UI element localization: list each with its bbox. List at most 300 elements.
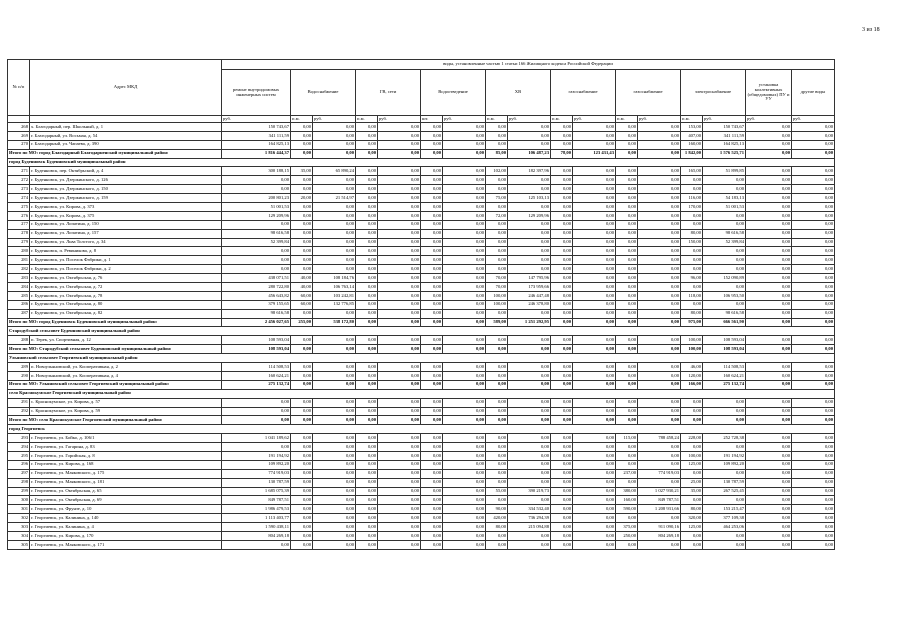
row-value: 0,00 xyxy=(291,238,313,247)
row-total-cost: 108 593,04 xyxy=(222,336,291,345)
row-value: 160,00 xyxy=(616,496,638,505)
row-value: 0,00 xyxy=(443,407,486,416)
row-value: 0,00 xyxy=(792,443,835,452)
row-address: г. Георгиевск, ул. Маяковского, д. 181 xyxy=(30,478,222,487)
table-row xyxy=(8,176,835,185)
row-value: 0,00 xyxy=(486,123,508,132)
row-value: 0,00 xyxy=(508,336,551,345)
row-value: 0,00 xyxy=(638,451,681,460)
row-value: 0,00 xyxy=(421,229,443,238)
row-value: 0,00 xyxy=(378,283,421,292)
row-value: 0,00 xyxy=(356,211,378,220)
row-value: 0,00 xyxy=(551,167,573,176)
row-value: 0,00 xyxy=(551,531,573,540)
header-group-title: виды, установленные частью 1 статьи 166 Жилищного кодекса Российской Федерации xyxy=(222,60,835,70)
row-value: 0,00 xyxy=(356,460,378,469)
row-value: 0,00 xyxy=(313,345,356,354)
row-value: 0,00 xyxy=(378,274,421,283)
table-row xyxy=(8,211,835,220)
row-value: 0,00 xyxy=(638,291,681,300)
row-value: 85,00 xyxy=(486,149,508,158)
row-value: 0,00 xyxy=(421,211,443,220)
row-value: 0,00 xyxy=(486,176,508,185)
row-value: 0,00 xyxy=(508,140,551,149)
subtotal-label: Итого по МО: город Буденновск Буденновский муниципальный район: xyxy=(8,318,222,327)
row-value: 0,00 xyxy=(421,434,443,443)
row-value: 0,00 xyxy=(638,229,681,238)
row-value: 0,00 xyxy=(792,291,835,300)
row-total-cost: 0,00 xyxy=(222,265,291,274)
table-row xyxy=(8,443,835,452)
row-total-cost: 51 001,53 xyxy=(222,203,291,212)
row-value: 0,00 xyxy=(356,398,378,407)
table-row xyxy=(8,505,835,514)
row-value: 0,00 xyxy=(313,496,356,505)
row-value: 0,00 xyxy=(356,496,378,505)
row-value: 0,00 xyxy=(703,443,746,452)
row-value: 0,00 xyxy=(291,407,313,416)
row-value: 0,00 xyxy=(616,443,638,452)
row-value: 0,00 xyxy=(638,185,681,194)
row-value: 0,00 xyxy=(746,478,792,487)
row-address: с. Краснокумское, ул. Кирова, д. 57 xyxy=(30,398,222,407)
row-total-cost: 774 919,03 xyxy=(222,469,291,478)
row-value: 0,00 xyxy=(486,229,508,238)
row-value: 125,00 xyxy=(681,460,703,469)
row-value: 0,00 xyxy=(486,371,508,380)
row-value: 0,00 xyxy=(746,318,792,327)
row-value: 0,00 xyxy=(421,531,443,540)
row-value: 0,00 xyxy=(746,434,792,443)
row-value: 0,00 xyxy=(792,523,835,532)
row-value: 0,00 xyxy=(378,451,421,460)
row-value: 0,00 xyxy=(356,505,378,514)
row-value: 0,00 xyxy=(638,540,681,549)
row-value: 0,00 xyxy=(638,149,681,158)
row-value: 0,00 xyxy=(638,460,681,469)
row-value: 0,00 xyxy=(573,540,616,549)
row-value: 0,00 xyxy=(746,149,792,158)
row-value: 0,00 xyxy=(792,469,835,478)
row-value: 0,00 xyxy=(421,309,443,318)
row-value: 0,00 xyxy=(291,256,313,265)
row-value: 0,00 xyxy=(443,229,486,238)
row-value: 0,00 xyxy=(551,291,573,300)
row-address: г. Буденновск, ул. Кирова, д. 375 xyxy=(30,211,222,220)
row-value: 0,00 xyxy=(551,407,573,416)
row-value: 0,00 xyxy=(573,167,616,176)
row-value: 0,00 xyxy=(421,514,443,523)
row-number: 280 xyxy=(8,247,30,256)
unit-label: п.м. xyxy=(486,116,508,123)
row-number: 284 xyxy=(8,283,30,292)
row-total-cost: 379 155,65 xyxy=(222,300,291,309)
section-header-row xyxy=(8,389,835,398)
row-value: 0,00 xyxy=(746,247,792,256)
row-value: 0,00 xyxy=(508,265,551,274)
row-value: 0,00 xyxy=(703,407,746,416)
row-value: 0,00 xyxy=(313,478,356,487)
row-value: 0,00 xyxy=(508,220,551,229)
row-value: 0,00 xyxy=(746,407,792,416)
row-value: 0,00 xyxy=(356,363,378,372)
row-value: 0,00 xyxy=(792,345,835,354)
row-value: 0,00 xyxy=(486,131,508,140)
row-value: 0,00 xyxy=(746,140,792,149)
row-value: 420,00 xyxy=(486,514,508,523)
row-value: 0,00 xyxy=(638,398,681,407)
row-value: 0,00 xyxy=(356,371,378,380)
row-number: 277 xyxy=(8,220,30,229)
row-value: 0,00 xyxy=(508,363,551,372)
row-value: 0,00 xyxy=(551,523,573,532)
row-value: 0,00 xyxy=(573,407,616,416)
row-value: 0,00 xyxy=(378,123,421,132)
row-value: 0,00 xyxy=(356,487,378,496)
row-value: 228,00 xyxy=(681,434,703,443)
row-value: 0,00 xyxy=(551,487,573,496)
row-value: 0,00 xyxy=(681,531,703,540)
row-value: 0,00 xyxy=(746,185,792,194)
row-value: 0,00 xyxy=(421,345,443,354)
row-value: 0,00 xyxy=(551,514,573,523)
row-value: 152 090,89 xyxy=(703,274,746,283)
row-value: 0,00 xyxy=(313,451,356,460)
unit-label: руб. xyxy=(703,116,746,123)
row-address: с. Краснокумское, ул. Кирова, д. 59 xyxy=(30,407,222,416)
row-value: 666 561,90 xyxy=(703,318,746,327)
row-value: 0,00 xyxy=(486,185,508,194)
row-value: 0,00 xyxy=(443,487,486,496)
row-value: 0,00 xyxy=(508,478,551,487)
row-address: г. Буденновск, ул. Октябрьская, д. 76 xyxy=(30,274,222,283)
row-value: 0,00 xyxy=(291,434,313,443)
row-total-cost: 160 624,21 xyxy=(222,371,291,380)
row-value: 0,00 xyxy=(551,478,573,487)
row-address: г. Буденновск, ул. Октябрьская, д. 78 xyxy=(30,291,222,300)
row-value: 0,00 xyxy=(486,140,508,149)
row-value: 0,00 xyxy=(378,460,421,469)
row-value: 0,00 xyxy=(421,478,443,487)
row-value: 0,00 xyxy=(291,140,313,149)
table-row xyxy=(8,229,835,238)
row-value: 0,00 xyxy=(421,149,443,158)
row-value: 0,00 xyxy=(573,176,616,185)
row-value: 0,00 xyxy=(746,194,792,203)
row-number: 294 xyxy=(8,443,30,452)
unit-label: руб. xyxy=(573,116,616,123)
row-value: 0,00 xyxy=(746,265,792,274)
row-value: 78,00 xyxy=(551,149,573,158)
row-value: 0,00 xyxy=(508,540,551,549)
row-address: г. Буденновск, ул. Поселок Фабрики, д. 2 xyxy=(30,265,222,274)
row-value: 0,00 xyxy=(313,523,356,532)
row-value: 0,00 xyxy=(703,265,746,274)
row-address: г. Георгиевск, ул. Калинина, д. 140 xyxy=(30,514,222,523)
row-value: 0,00 xyxy=(486,460,508,469)
row-value: 0,00 xyxy=(746,229,792,238)
row-value: 0,00 xyxy=(573,434,616,443)
row-value: 0,00 xyxy=(313,336,356,345)
row-value: 0,00 xyxy=(573,203,616,212)
row-value: 0,00 xyxy=(356,407,378,416)
row-value: 0,00 xyxy=(792,247,835,256)
row-value: 0,00 xyxy=(551,220,573,229)
row-address: г. Буденновск, ул. Поселок Фабрики, д. 1 xyxy=(30,256,222,265)
row-value: 0,00 xyxy=(792,434,835,443)
row-value: 0,00 xyxy=(313,460,356,469)
row-value: 0,00 xyxy=(356,176,378,185)
row-address: г. Буденновск, пер. Октябрьский, д. 4 xyxy=(30,167,222,176)
row-value: 0,00 xyxy=(792,496,835,505)
row-value: 0,00 xyxy=(378,523,421,532)
header-work: Водоснабжение xyxy=(291,70,356,116)
row-value: 0,00 xyxy=(551,123,573,132)
table-row xyxy=(8,300,835,309)
row-value: 0,00 xyxy=(421,398,443,407)
row-value: 0,00 xyxy=(792,140,835,149)
row-value: 0,00 xyxy=(616,256,638,265)
table-row xyxy=(8,247,835,256)
row-value: 0,00 xyxy=(551,460,573,469)
row-number: 301 xyxy=(8,505,30,514)
unit-label: руб. xyxy=(746,116,792,123)
table-row xyxy=(8,487,835,496)
row-value: 0,00 xyxy=(638,336,681,345)
row-value: 0,00 xyxy=(551,318,573,327)
row-value: 0,00 xyxy=(573,300,616,309)
row-value: 0,00 xyxy=(638,211,681,220)
row-value: 0,00 xyxy=(508,434,551,443)
row-value: 0,00 xyxy=(792,487,835,496)
row-value: 0,00 xyxy=(573,380,616,389)
row-value: 407,00 xyxy=(681,131,703,140)
row-value: 0,00 xyxy=(443,443,486,452)
row-value: 0,00 xyxy=(378,336,421,345)
row-address: п. Новоульяновский, ул. Кооперативная, д. 4 xyxy=(30,371,222,380)
row-value: 0,00 xyxy=(443,469,486,478)
row-value: 0,00 xyxy=(638,309,681,318)
row-value: 0,00 xyxy=(486,407,508,416)
table-row xyxy=(8,460,835,469)
row-number: 271 xyxy=(8,167,30,176)
subtotal-row xyxy=(8,318,835,327)
row-value: 0,00 xyxy=(378,238,421,247)
row-value: 0,00 xyxy=(703,283,746,292)
row-value: 390 219,73 xyxy=(508,487,551,496)
section-title: город Георгиевск xyxy=(8,425,835,434)
row-number: 283 xyxy=(8,274,30,283)
row-value: 0,00 xyxy=(356,478,378,487)
row-value: 0,00 xyxy=(356,309,378,318)
row-value: 1 208 931,66 xyxy=(638,505,681,514)
row-value: 0,00 xyxy=(551,247,573,256)
row-value: 0,00 xyxy=(746,211,792,220)
row-value: 0,00 xyxy=(792,363,835,372)
row-number: 293 xyxy=(8,434,30,443)
row-value: 1 251 292,95 xyxy=(508,318,551,327)
row-value: 0,00 xyxy=(313,371,356,380)
row-address: г. Георгиевск, ул. Кирова, д. 168 xyxy=(30,460,222,469)
row-value: 0,00 xyxy=(638,123,681,132)
row-number: 291 xyxy=(8,398,30,407)
row-value: 0,00 xyxy=(443,131,486,140)
row-value: 0,00 xyxy=(551,363,573,372)
row-total-cost: 849 787,51 xyxy=(222,496,291,505)
row-value: 0,00 xyxy=(313,211,356,220)
row-value: 0,00 xyxy=(573,416,616,425)
row-value: 0,00 xyxy=(792,318,835,327)
row-value: 0,00 xyxy=(378,300,421,309)
row-value: 0,00 xyxy=(573,460,616,469)
row-value: 320,00 xyxy=(681,514,703,523)
row-address: г. Буденновск, ул. Лопатина, д. 150 xyxy=(30,220,222,229)
table-row xyxy=(8,123,835,132)
row-value: 215 094,88 xyxy=(508,523,551,532)
row-value: 0,00 xyxy=(378,380,421,389)
row-value: 788 458,24 xyxy=(638,434,681,443)
page-number: 3 из 18 xyxy=(862,27,880,33)
row-value: 0,00 xyxy=(573,443,616,452)
row-address: г. Георгиевск, ул. Кирова, д. 170 xyxy=(30,531,222,540)
row-value: 153,00 xyxy=(681,123,703,132)
unit-label: п.м. xyxy=(291,116,313,123)
table-row xyxy=(8,531,835,540)
row-value: 0,00 xyxy=(638,363,681,372)
row-value: 0,00 xyxy=(421,380,443,389)
table-row xyxy=(8,469,835,478)
row-value: 0,00 xyxy=(291,309,313,318)
row-value: 0,00 xyxy=(551,398,573,407)
row-value: 0,00 xyxy=(291,131,313,140)
row-value: 0,00 xyxy=(792,229,835,238)
row-value: 125 103,13 xyxy=(508,194,551,203)
row-value: 0,00 xyxy=(313,416,356,425)
row-value: 0,00 xyxy=(638,131,681,140)
row-address: г. Георгиевск, ул. Калинина, д. 4 xyxy=(30,523,222,532)
row-value: 0,00 xyxy=(378,363,421,372)
row-address: г. Буденновск, ул. Дзержинского, д. 126 xyxy=(30,176,222,185)
row-value: 0,00 xyxy=(746,443,792,452)
row-value: 0,00 xyxy=(508,309,551,318)
row-value: 0,00 xyxy=(681,247,703,256)
row-value: 0,00 xyxy=(378,345,421,354)
row-value: 0,00 xyxy=(616,149,638,158)
row-value: 0,00 xyxy=(291,496,313,505)
row-value: 0,00 xyxy=(378,434,421,443)
row-value: 100,00 xyxy=(681,345,703,354)
table-row xyxy=(8,256,835,265)
row-value: 0,00 xyxy=(551,131,573,140)
row-value: 0,00 xyxy=(573,238,616,247)
row-value: 538 172,80 xyxy=(313,318,356,327)
row-value: 0,00 xyxy=(378,531,421,540)
row-number: 268 xyxy=(8,123,30,132)
row-value: 0,00 xyxy=(291,336,313,345)
row-value: 0,00 xyxy=(313,505,356,514)
table-row xyxy=(8,291,835,300)
row-value: 51 899,85 xyxy=(703,167,746,176)
row-number: 300 xyxy=(8,496,30,505)
row-value: 120,00 xyxy=(681,371,703,380)
row-value: 0,00 xyxy=(638,140,681,149)
row-value: 0,00 xyxy=(378,371,421,380)
row-value: 0,00 xyxy=(746,309,792,318)
row-value: 0,00 xyxy=(313,238,356,247)
row-value: 0,00 xyxy=(356,194,378,203)
row-address: г. Георгиевск, ул. Фрунзе, д. 10 xyxy=(30,505,222,514)
row-address: г. Буденновск, ул. Октябрьская, д. 80 xyxy=(30,300,222,309)
row-value: 0,00 xyxy=(443,380,486,389)
row-value: 975,00 xyxy=(681,318,703,327)
row-total-cost: 1 113 403,77 xyxy=(222,514,291,523)
row-value: 0,00 xyxy=(703,256,746,265)
row-value: 0,00 xyxy=(792,309,835,318)
row-value: 0,00 xyxy=(792,149,835,158)
row-value: 0,00 xyxy=(573,345,616,354)
row-value: 0,00 xyxy=(616,167,638,176)
row-value: 0,00 xyxy=(508,371,551,380)
row-value: 0,00 xyxy=(291,540,313,549)
row-value: 0,00 xyxy=(551,140,573,149)
section-header-row xyxy=(8,354,835,363)
unit-label: руб. xyxy=(222,116,291,123)
row-value: 0,00 xyxy=(638,203,681,212)
row-value: 0,00 xyxy=(486,451,508,460)
row-value: 106 763,14 xyxy=(313,283,356,292)
section-header-row xyxy=(8,327,835,336)
row-value: 0,00 xyxy=(443,309,486,318)
row-value: 0,00 xyxy=(356,523,378,532)
row-value: 182 397,96 xyxy=(508,167,551,176)
unit-label: руб. xyxy=(638,116,681,123)
row-value: 0,00 xyxy=(681,416,703,425)
row-value: 0,00 xyxy=(638,194,681,203)
row-value: 0,00 xyxy=(616,274,638,283)
row-value: 0,00 xyxy=(356,345,378,354)
row-value: 0,00 xyxy=(313,380,356,389)
row-total-cost: 0,00 xyxy=(222,443,291,452)
row-value: 173 959,66 xyxy=(508,283,551,292)
row-value: 0,00 xyxy=(291,211,313,220)
row-value: 0,00 xyxy=(573,131,616,140)
table-row xyxy=(8,371,835,380)
row-value: 334 532,40 xyxy=(508,505,551,514)
row-value: 0,00 xyxy=(443,523,486,532)
row-number: 303 xyxy=(8,523,30,532)
row-address: г. Буденновск, ул. Льва Толстого, д. 34 xyxy=(30,238,222,247)
row-value: 0,00 xyxy=(443,478,486,487)
table-row xyxy=(8,434,835,443)
row-value: 0,00 xyxy=(573,220,616,229)
row-value: 0,00 xyxy=(551,469,573,478)
row-address: г. Буденновск, ул. Дзержинского, д. 159 xyxy=(30,194,222,203)
row-value: 0,00 xyxy=(703,469,746,478)
row-value: 0,00 xyxy=(378,131,421,140)
row-value: 1 027 930,21 xyxy=(638,487,681,496)
row-address: г. Георгиевск, ул. Октябрьская, д. 65 xyxy=(30,487,222,496)
row-value: 0,00 xyxy=(681,176,703,185)
row-value: 267 525,45 xyxy=(703,487,746,496)
row-value: 0,00 xyxy=(291,531,313,540)
row-total-cost: 98 616,58 xyxy=(222,229,291,238)
row-number: 275 xyxy=(8,203,30,212)
row-value: 0,00 xyxy=(356,185,378,194)
row-value: 0,00 xyxy=(486,469,508,478)
row-value: 0,00 xyxy=(703,185,746,194)
row-value: 0,00 xyxy=(551,416,573,425)
row-value: 0,00 xyxy=(792,451,835,460)
